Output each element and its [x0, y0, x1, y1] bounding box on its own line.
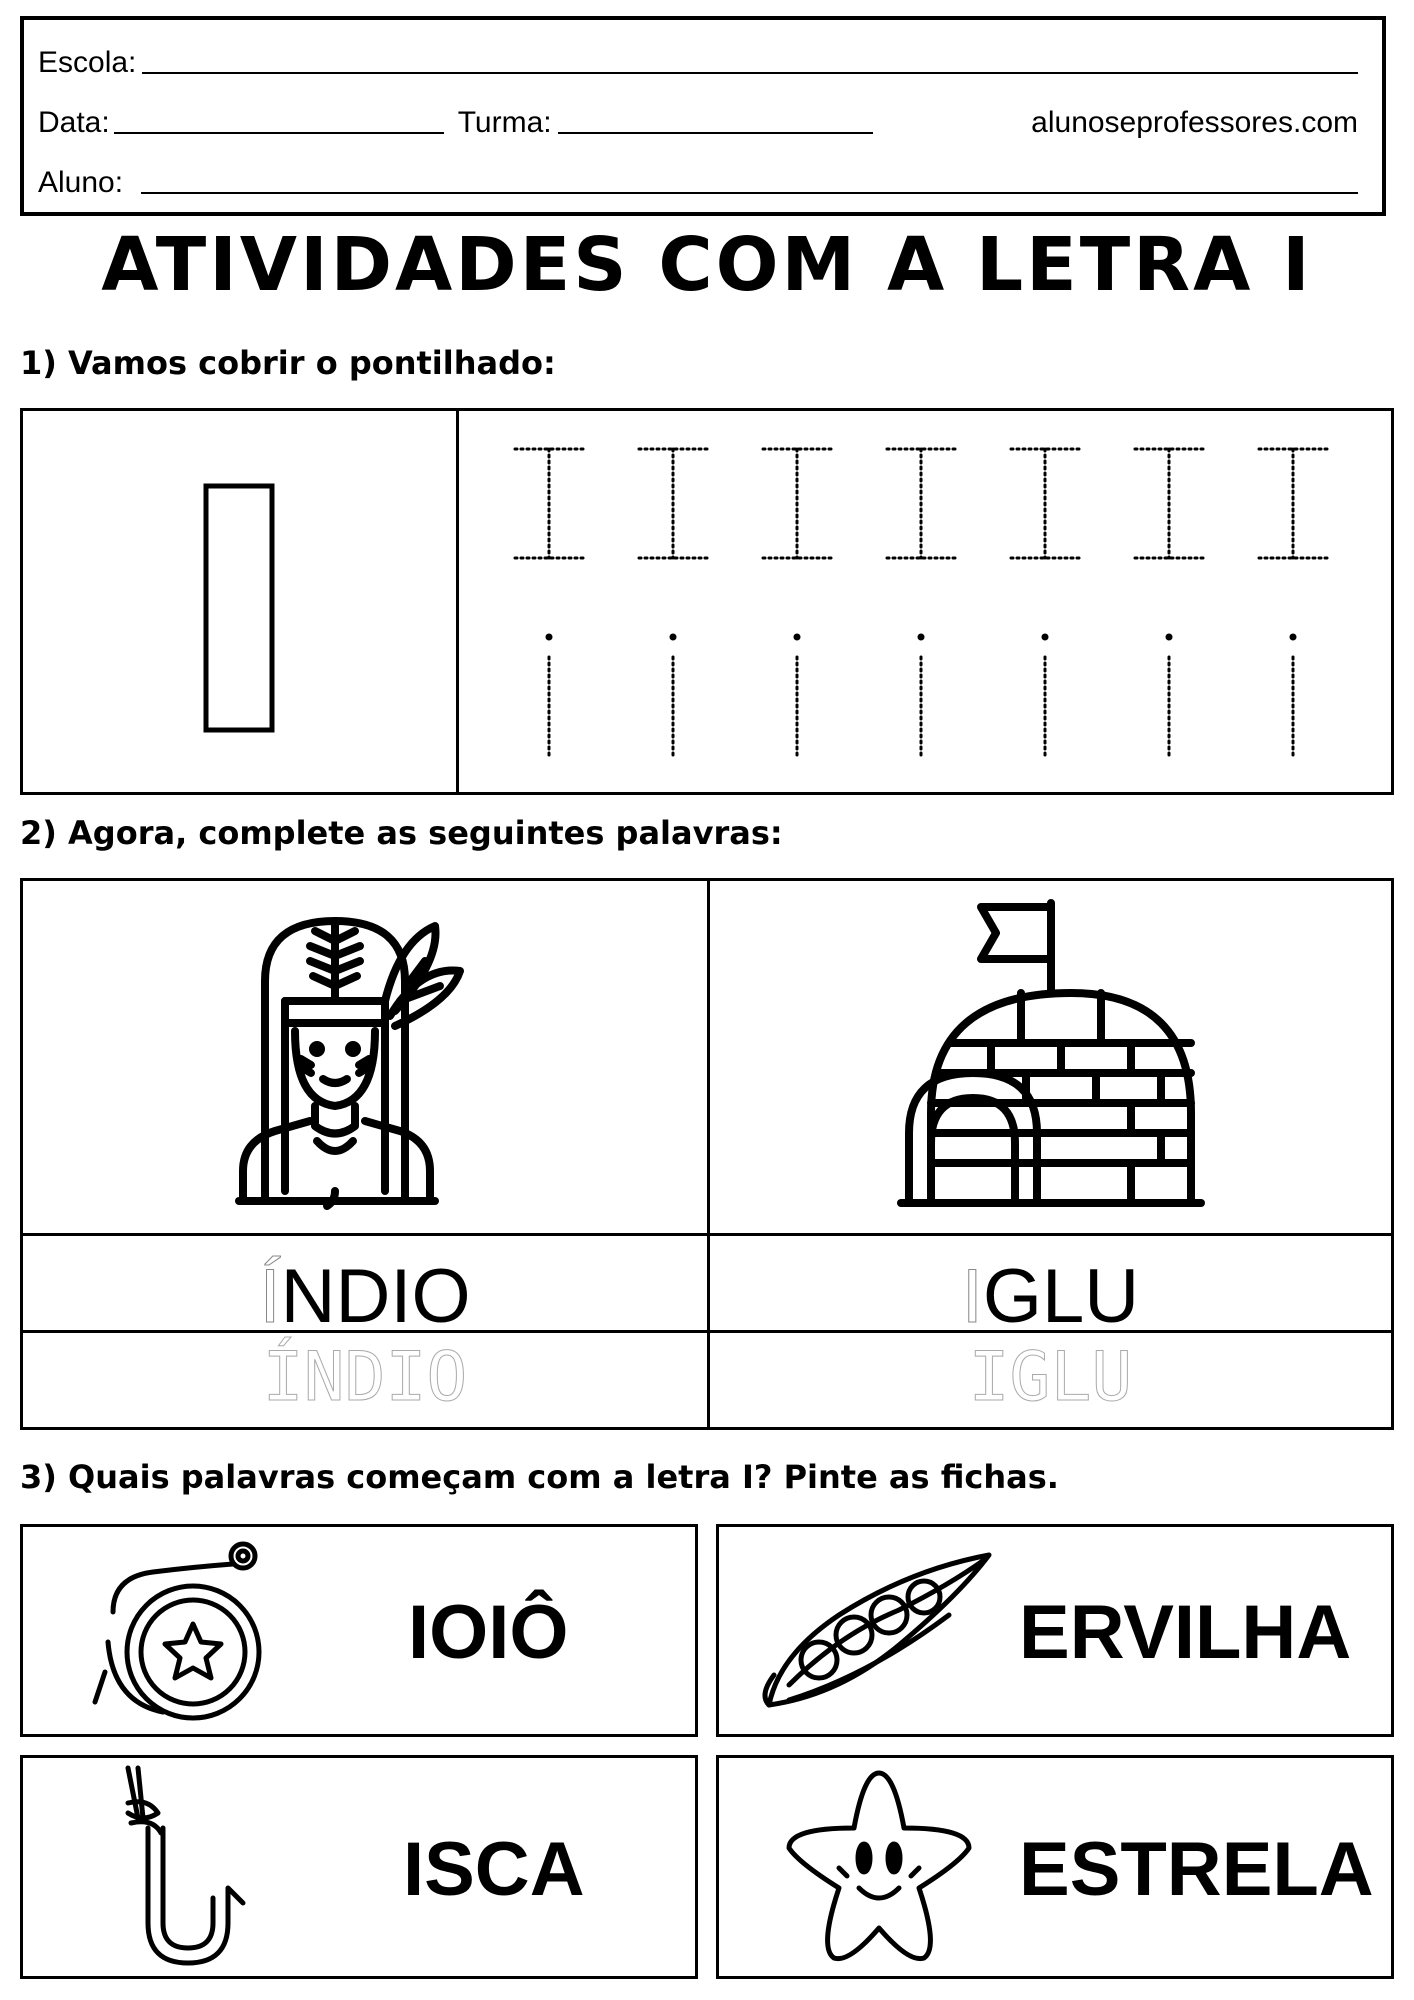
date-row — [38, 104, 1358, 144]
student-row — [38, 164, 1358, 204]
missing-letter-iglu[interactable]: I — [961, 1254, 983, 1339]
class-label: Turma: — [457, 106, 552, 139]
school-label: Escola: — [38, 46, 137, 79]
indigenous-person-icon — [235, 901, 495, 1221]
star-icon — [769, 1758, 989, 1978]
student-label: Aluno: — [38, 166, 124, 199]
card-isca[interactable] — [20, 1755, 698, 1979]
word-completion-box — [20, 878, 1394, 1430]
card-estrela[interactable] — [716, 1755, 1394, 1979]
question-2: 2) Agora, complete as seguintes palavras: — [20, 814, 783, 852]
date-label: Data: — [38, 106, 110, 139]
page-title: ATIVIDADES COM A LETRA I — [101, 222, 1313, 308]
school-field[interactable] — [142, 71, 1358, 74]
missing-letter-indio[interactable]: Í — [259, 1254, 281, 1339]
word-ervilha: ERVILHA — [1019, 1590, 1352, 1675]
tracing-box — [20, 408, 1394, 795]
word-row-divider-1 — [23, 1233, 1391, 1236]
student-info-box — [20, 16, 1386, 216]
school-row — [38, 44, 1358, 84]
question-3: 3) Quais palavras começam com a letra I? Pinte as fichas. — [20, 1458, 1059, 1496]
letter-i-outline — [23, 411, 453, 792]
trace-lowercase-i-dot[interactable] — [1042, 634, 1049, 641]
trace-word-indio[interactable]: ÍNDIO — [262, 1338, 468, 1417]
word-iglu — [710, 1254, 1391, 1339]
trace-lowercase-i-dot[interactable] — [794, 634, 801, 641]
word-estrela: ESTRELA — [1019, 1827, 1374, 1912]
word-indio — [23, 1254, 707, 1339]
site-url: alunoseprofessores.com — [1031, 106, 1358, 139]
trace-lowercase-i-dot[interactable] — [1290, 634, 1297, 641]
igloo-icon — [891, 893, 1211, 1223]
trace-lowercase-i-dot[interactable] — [670, 634, 677, 641]
class-field[interactable] — [558, 131, 873, 134]
date-field[interactable] — [114, 131, 444, 134]
question-1: 1) Vamos cobrir o pontilhado: — [20, 344, 556, 382]
fishing-hook-icon — [93, 1758, 253, 1978]
card-ioio[interactable] — [20, 1524, 698, 1737]
pea-pod-icon — [749, 1535, 999, 1735]
trace-lowercase-i-dot[interactable] — [546, 634, 553, 641]
student-field[interactable] — [141, 191, 1358, 194]
trace-lowercase-i-dot[interactable] — [1166, 634, 1173, 641]
yoyo-icon — [83, 1532, 283, 1732]
word-iglu-rest: GLU — [982, 1254, 1140, 1339]
word-isca: ISCA — [403, 1827, 585, 1912]
word-ioio: IOIÔ — [408, 1590, 569, 1675]
word-indio-rest: NDIO — [280, 1254, 471, 1339]
trace-lowercase-i-dot[interactable] — [918, 634, 925, 641]
trace-word-iglu[interactable]: IGLU — [968, 1338, 1133, 1417]
dotted-letter-i-tracing[interactable] — [459, 411, 1389, 792]
card-ervilha[interactable] — [716, 1524, 1394, 1737]
